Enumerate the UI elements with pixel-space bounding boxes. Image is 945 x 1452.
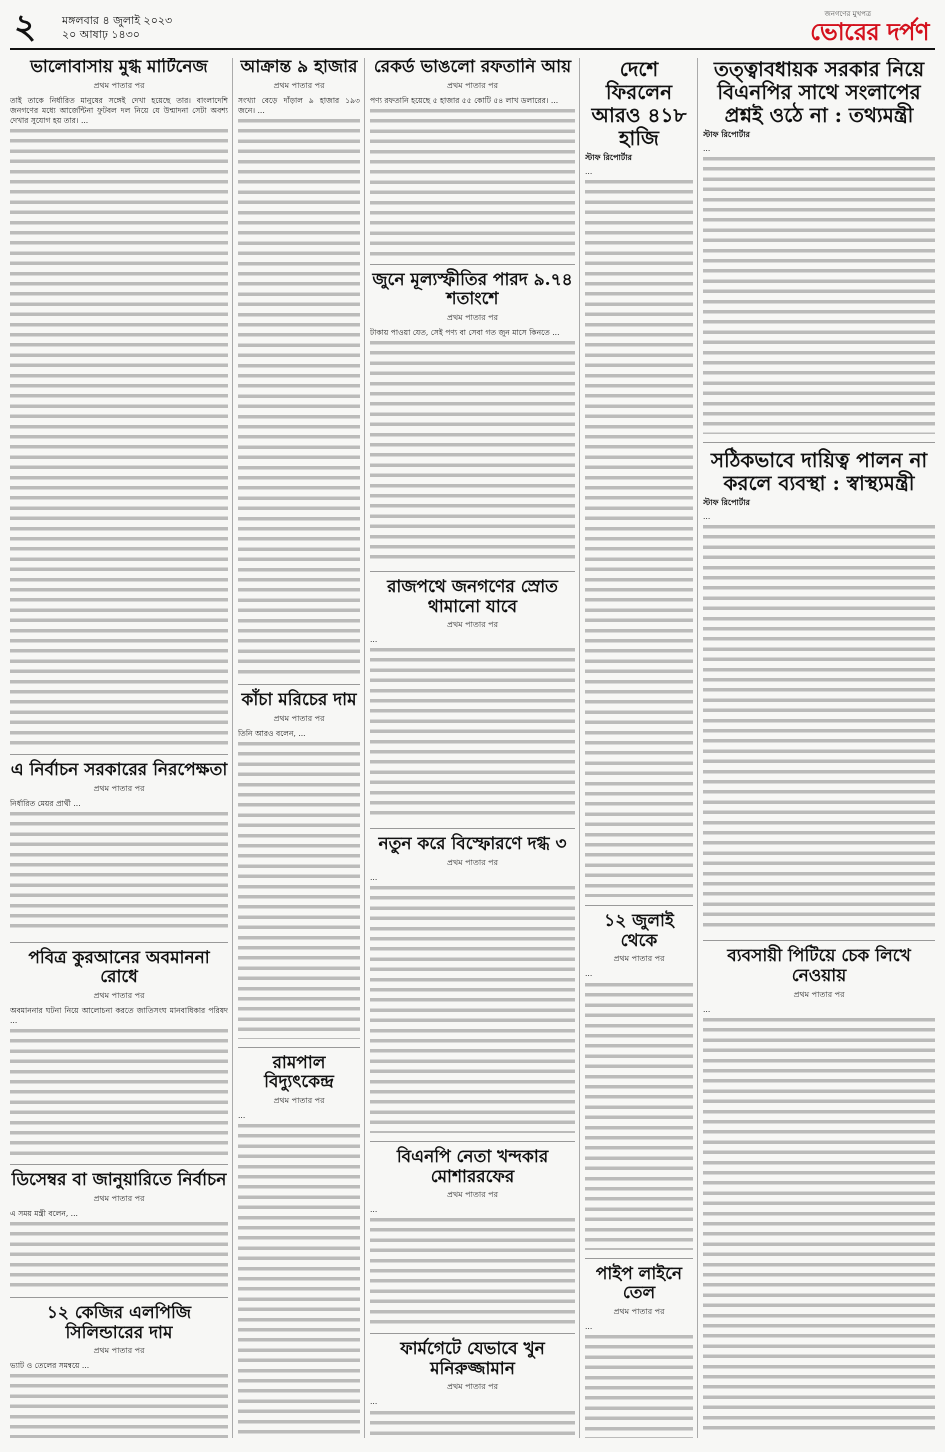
headline: নতুন করে বিস্ফোরণে দগ্ধ ৩ xyxy=(378,834,567,855)
masthead-rule xyxy=(10,48,935,50)
continued-label: প্রথম পাতার পর xyxy=(613,954,665,964)
story-july-12 xyxy=(585,912,693,1249)
headline: বিএনপি নেতা খন্দকার মোশাররফের xyxy=(396,1147,549,1187)
body-text-lines xyxy=(10,809,228,934)
date-gregorian: মঙ্গলবার ৪ জুলাই ২০২৩ xyxy=(62,14,173,27)
headline: তত্ত্বাবধায়ক সরকার নিয়ে বিএনপির সাথে সংলাপের প্রশ্নই ওঠে না : তথ্যমন্ত্রী xyxy=(713,58,925,127)
story-excerpt: পণ্য রফতানি হয়েছে ৫ হাজার ৫৫ কোটি ৫৪ লাখ ডলারের। ... xyxy=(370,96,575,106)
story-infected xyxy=(238,58,360,676)
date-bengali: ২০ আষাঢ় ১৪৩০ xyxy=(62,28,140,41)
story-excerpt: ... xyxy=(370,873,575,883)
continued-label: প্রথম পাতার পর xyxy=(447,80,498,90)
headline: দেশে ফিরলেন আরও ৪১৮ হাজি xyxy=(591,58,687,150)
body-text-lines xyxy=(585,1332,693,1438)
body-text-lines xyxy=(238,1121,360,1438)
story-excerpt: ... xyxy=(585,1322,693,1332)
story-export xyxy=(370,58,575,256)
headline: ভালোবাসায় মুগ্ধ মার্টিনেজ xyxy=(30,58,208,77)
story-martinez xyxy=(10,58,228,746)
headline: রেকর্ড ভাঙলো রফতানি আয় xyxy=(373,58,572,77)
column-rule xyxy=(579,58,580,1438)
column-rule xyxy=(232,58,233,1438)
story-excerpt: অবমাননার ঘটনা নিয়ে আলোচনা করতে জাতিসংঘ মানবাধিকার পরিষদ ... xyxy=(10,1006,228,1026)
headline: ১২ কেজির এলপিজি সিলিন্ডারের দাম xyxy=(46,1303,192,1343)
headline: রাজপথে জনগণের স্রোত থামানো যাবে xyxy=(387,577,558,617)
body-text-lines xyxy=(703,154,935,434)
divider xyxy=(703,442,935,443)
divider xyxy=(10,1164,228,1165)
story-info-minister xyxy=(703,58,935,434)
story-excerpt: ... xyxy=(585,969,693,979)
story-excerpt: তাই তাকে নির্ধারিত মানুষের সঙ্গেই দেখা হয়েছে তার। বাংলাদেশি জনগণের মধ্যে আর্জেন্টিনা ফুটবল দল নিয়ে যে উন্মাদনা সেটা অবশ্য দেখার সুযোগ হয় তার। ... xyxy=(10,95,228,125)
story-excerpt: এ সময় মন্ত্রী বলেন, ... xyxy=(10,1209,228,1219)
story-excerpt: টাকায় পাওয়া যেত, সেই পণ্য বা সেবা গত জুন মাসে কিনতে ... xyxy=(370,328,575,338)
column-3 xyxy=(370,58,575,1438)
story-inflation xyxy=(370,271,575,563)
body-text-lines xyxy=(10,126,228,746)
story-excerpt: তিনি আরও বলেন, ... xyxy=(238,729,360,739)
body-text-lines xyxy=(238,739,360,1039)
story-excerpt: ভ্যাট ও তেলের সমন্বয়ে ... xyxy=(10,1361,228,1371)
divider xyxy=(585,905,693,906)
logo-tagline: জনগণের মুখপত্র xyxy=(824,10,871,18)
story-businessman xyxy=(703,947,935,1434)
story-quran xyxy=(10,949,228,1157)
story-rampal xyxy=(238,1054,360,1438)
byline: স্টাফ রিপোর্টার xyxy=(703,497,750,508)
headline: আক্রান্ত ৯ হাজার xyxy=(240,58,358,77)
column-1 xyxy=(10,58,228,1438)
body-text-lines xyxy=(370,1215,575,1325)
story-excerpt: ... xyxy=(370,1397,575,1407)
story-excerpt: সংখ্যা বেড়ে দাঁড়াল ৯ হাজার ১৯৩ জনে। ... xyxy=(238,95,360,115)
body-text-lines xyxy=(370,645,575,820)
headline: ব্যবসায়ী পিটিয়ে চেক লিখে নেওয়ায় xyxy=(727,946,911,986)
body-text-lines xyxy=(703,522,935,932)
byline: স্টাফ রিপোর্টার xyxy=(703,129,750,139)
divider xyxy=(238,1047,360,1048)
headline: পবিত্র কুরআনের অবমাননা রোধে xyxy=(28,947,210,988)
body-text-lines xyxy=(703,1015,935,1435)
column-4 xyxy=(585,58,693,1438)
continued-label: প্রথম পাতার পর xyxy=(273,80,325,90)
byline: স্টাফ রিপোর্টার xyxy=(585,152,632,162)
story-chili xyxy=(238,691,360,1039)
headline: ফার্মগেটে যেভাবে খুন মনিরুজ্জামান xyxy=(400,1339,545,1379)
column-rule xyxy=(697,58,698,1438)
divider xyxy=(10,754,228,755)
continued-label: প্রথম পাতার পর xyxy=(273,1095,325,1105)
divider xyxy=(10,1297,228,1298)
body-text-lines xyxy=(238,116,360,676)
continued-label: প্রথম পাতার পর xyxy=(447,1382,498,1392)
story-excerpt: ... xyxy=(238,1111,360,1121)
column-2 xyxy=(238,58,360,1438)
story-excerpt: ... xyxy=(370,1205,575,1215)
body-text-lines xyxy=(370,106,575,256)
divider xyxy=(370,571,575,572)
body-text-lines xyxy=(10,1026,228,1156)
headline: কাঁচা মরিচের দাম xyxy=(241,689,357,710)
divider xyxy=(585,1258,693,1259)
divider xyxy=(370,264,575,265)
divider xyxy=(703,940,935,941)
page-number: ২ xyxy=(14,7,37,47)
story-health-minister xyxy=(703,449,935,932)
date-block xyxy=(62,14,172,42)
continued-label: প্রথম পাতার পর xyxy=(93,991,145,1000)
divider xyxy=(370,1141,575,1142)
divider xyxy=(370,828,575,829)
story-farmgate xyxy=(370,1340,575,1438)
body-text-lines xyxy=(585,980,693,1250)
continued-label: প্রথম পাতার পর xyxy=(93,1346,145,1356)
continued-label: প্রথম পাতার পর xyxy=(793,989,845,999)
body-text-lines xyxy=(10,1371,228,1438)
story-mosharraf xyxy=(370,1148,575,1325)
story-hajj xyxy=(585,58,693,897)
continued-label: প্রথম পাতার পর xyxy=(447,312,498,322)
continued-label: প্রথম পাতার পর xyxy=(447,620,498,630)
headline: সঠিকভাবে দায়িত্ব পালন না করলে ব্যবস্থা : স্বাস্থ্যমন্ত্রী xyxy=(710,448,928,496)
story-election-neutrality xyxy=(10,761,228,934)
divider xyxy=(370,1333,575,1334)
story-explosion xyxy=(370,835,575,1133)
column-5 xyxy=(703,58,935,1438)
story-pipeline xyxy=(585,1265,693,1439)
body-text-lines xyxy=(370,338,575,563)
story-excerpt: ... xyxy=(703,512,935,522)
story-excerpt: ... xyxy=(703,1005,935,1015)
continued-label: প্রথম পাতার পর xyxy=(447,1190,498,1200)
masthead xyxy=(10,8,935,48)
continued-label: প্রথম পাতার পর xyxy=(93,1193,145,1203)
newspaper-logo: ভোরের দর্পণ xyxy=(810,17,929,46)
story-excerpt: নির্ধারিত মেয়র প্রার্থী ... xyxy=(10,799,228,809)
headline: জুনে মূল্যস্ফীতির পারদ ৯.৭৪ শতাংশে xyxy=(372,269,573,310)
headline: পাইপ লাইনে তেল xyxy=(595,1263,683,1304)
continued-label: প্রথম পাতার পর xyxy=(93,783,145,793)
headline: ১২ জুলাই থেকে xyxy=(604,911,674,951)
headline: ডিসেম্বর বা জানুয়ারিতে নির্বাচন xyxy=(11,1170,227,1191)
body-text-lines xyxy=(370,883,575,1133)
story-excerpt: ... xyxy=(370,635,575,645)
story-election-date xyxy=(10,1171,228,1289)
column-rule xyxy=(364,58,365,1438)
continued-label: প্রথম পাতার পর xyxy=(273,713,325,723)
continued-label: প্রথম পাতার পর xyxy=(447,857,498,867)
body-text-lines xyxy=(370,1408,575,1438)
continued-label: প্রথম পাতার পর xyxy=(93,80,145,90)
body-text-lines xyxy=(10,1219,228,1289)
headline: রামপাল বিদ্যুৎকেন্দ্র xyxy=(264,1052,334,1093)
story-rally xyxy=(370,578,575,820)
headline: এ নির্বাচন সরকারের নিরপেক্ষতা xyxy=(10,760,228,781)
continued-label: প্রথম পাতার পর xyxy=(613,1306,665,1316)
divider xyxy=(10,942,228,943)
story-excerpt: ... xyxy=(585,167,693,177)
story-excerpt: ... xyxy=(703,144,935,154)
body-text-lines xyxy=(585,177,693,897)
newspaper-page xyxy=(10,8,935,1444)
story-lpg xyxy=(10,1304,228,1438)
divider xyxy=(238,684,360,685)
